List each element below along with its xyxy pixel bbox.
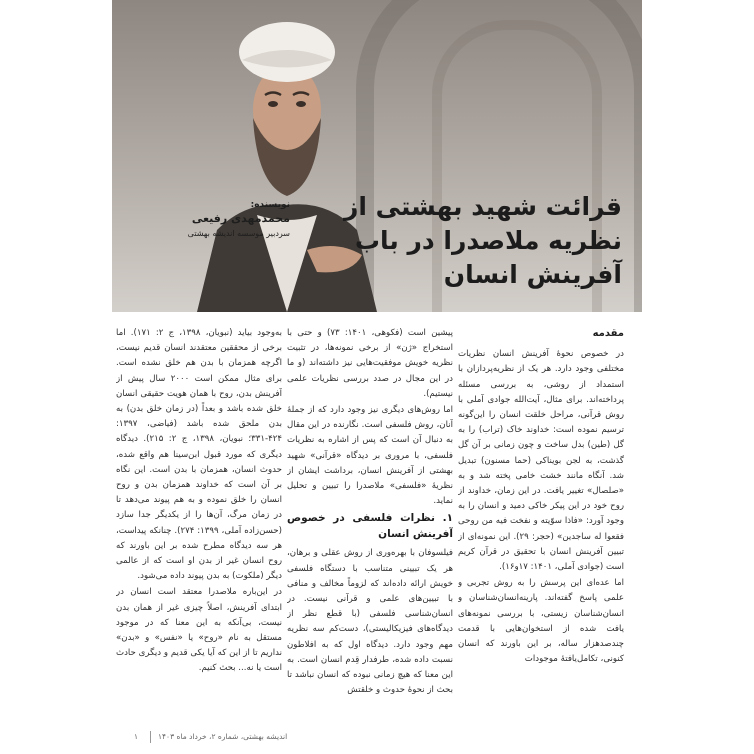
paragraph: به‌وجود بیاید (نبویان، ۱۳۹۸، ج ۲: ۱۷۱). اما برخی از محققین معتقدند انسان قدیم نیست، اگرچه همزمان با بدن هم خلق نشده است. برای مثال ممکن است ۲۰۰۰ سال پیش از آفرینش بدن، روح با همان هویت حقیقی انسان خلق شده باشد و بعداً (در زمان خلق بدن) به بدن ملحق شده باشد (فیاضی، ۱۳۹۷: ۴۲۴-۳۳۱؛ نبویان، ۱۳۹۸، ج ۲: ۲۱۵). دیدگاه دیگری که مورد قبول ابن‌سینا هم واقع شده، حدوث انسان، همزمان با بدن است. این نگاه بر آن است که خداوند همزمان بدن و روح انسان را خلق نموده و به هم پیوند می‌دهد تا در زمان مرگ، آن‌ها را از یکدیگر جدا سازد (حسن‌زاده آملی، ۱۳۹۹: ۲۷۴). چنانکه پیداست، هر سه دیدگاه مطرح شده بر این باورند که روح انسان غیر از بدن او است که از عالمی دیگر (ملکوت) به بدن پیوند داده می‌شود. [116,328,282,582]
author-label: نویسنده: [250,200,290,210]
author-byline [175,200,290,238]
article-title: قرائت شهید بهشتی از نظریه ملاصدرا در باب آفرینش انسان [344,192,622,289]
page-number: ۱ [134,732,139,741]
paragraph: اما روش‌های دیگری نیز وجود دارد که از جملهٔ آنان، روش فلسفی است. نگارنده در این مقال به دنبال آن است که پس از اشاره به نظریات فلسفی، با مروری بر دیدگاه «قرآنی» شهید بهشتی از آفرینش انسان، برداشت ایشان از نظریهٔ «فلسفی» ملاصدرا را تبیین و تحلیل نماید. [287,405,453,507]
author-name: محمدمهدی رفیعی [191,212,290,225]
paragraph: در خصوص نحوهٔ آفرینش انسان نظریات مختلفی وجود دارد. هر یک از نظریه‌پردازان با استمداد از روشی، به بررسی مسئله پرداخته‌اند. برای مثال، آیت‌الله جوادی آملی با روش قرآنی، مراحل خلقت انسان را این‌گونه ترسیم نموده است: خداوند خاک (تراب) را به گل (طین) بدل ساخت و چون زمانی بر آن گل گذشت، به لجن بویناکی (حما مسنون) تبدیل شد. آنگاه مانند خشت خامی پخته شد و به «صلصال» تغییر یافت. در این زمان، خداوند از روح خود در این پیکر خاکی دمید و انسان را به وجود آورد: «فاذا سوّیته و نفخت فیه من روحی فقعوا له ساجدین» (حجر: ۲۹). این نمونه‌ای از تبیین آفرینش انسان با تحقیق در قرآن کریم است (جوادی آملی، ۱۴۰۱: ۱۷و۱۶). [458,349,624,573]
text-column-right [458,326,624,726]
paragraph: پیشین است (فکوهی، ۱۴۰۱: ۷۳) و حتی با استخراج «ژن» از برخی نمونه‌ها، در تثبیت نظریه خویش موفقیت‌هایی نیز داشته‌اند (و ما در این مجال در صدد بررسی نظریات علمی نیستیم). [287,328,453,399]
paragraph: در این‌باره ملاصدرا معتقد است انسان در ابتدای آفرینش، اصلاً چیزی غیر از همان بدن نیست، بی‌آنکه به این معنا که در موجود مستقل به نام «روح» یا «نفس» و «بدن» نداریم تا از این که آیا یکی قدیم و دیگری حادث است یا نه... بحث کنیم. [116,587,282,674]
text-column-middle [287,326,453,726]
author-role: سردبیر موسسه اندیشه بهشتی [187,229,290,238]
footer-divider [150,731,151,743]
paragraph: اما عده‌ای این پرسش را به روش تجربی و علمی پاسخ گفته‌اند. پارینه‌انسان‌شناسان و انسان‌شناسان زیستی، با بررسی نمونه‌های یافت شده از استخوان‌هایی با قدمت چندصدهزار ساله، بر این باورند که انسان کنونی، تکامل‌یافتهٔ موجودات [458,578,624,665]
journal-info: اندیشه بهشتی، شماره ۲، خرداد ماه ۱۴۰۳ [158,732,288,741]
page-footer [112,730,642,746]
section-heading-philosophy: ۱. نظرات فلسفی در خصوص آفرینش انسان [287,512,453,541]
text-column-left [116,326,282,726]
paragraph: فیلسوفان با بهره‌وری از روش عقلی و برهان، هر یک تبیینی متناسب با دستگاه فلسفی خویش ارائه داده‌اند که لزوماً مخالف و منافی با تبیین‌های علمی و قرآنی نیست. در انسان‌شناسی فلسفی (با قطع نظر از دیدگاه‌های فیزیکالیستی)، دست‌کم سه نظریه مهم وجود دارد. دیدگاه اول که به افلاطون نسبت داده شده، طرفدار قِدم انسان است. به این معنا که هیچ زمانی نبوده که انسان نباشد تا بحث از نحوهٔ حدوث و خلقتش [287,548,453,696]
section-heading-intro: مقدمه [592,328,624,339]
